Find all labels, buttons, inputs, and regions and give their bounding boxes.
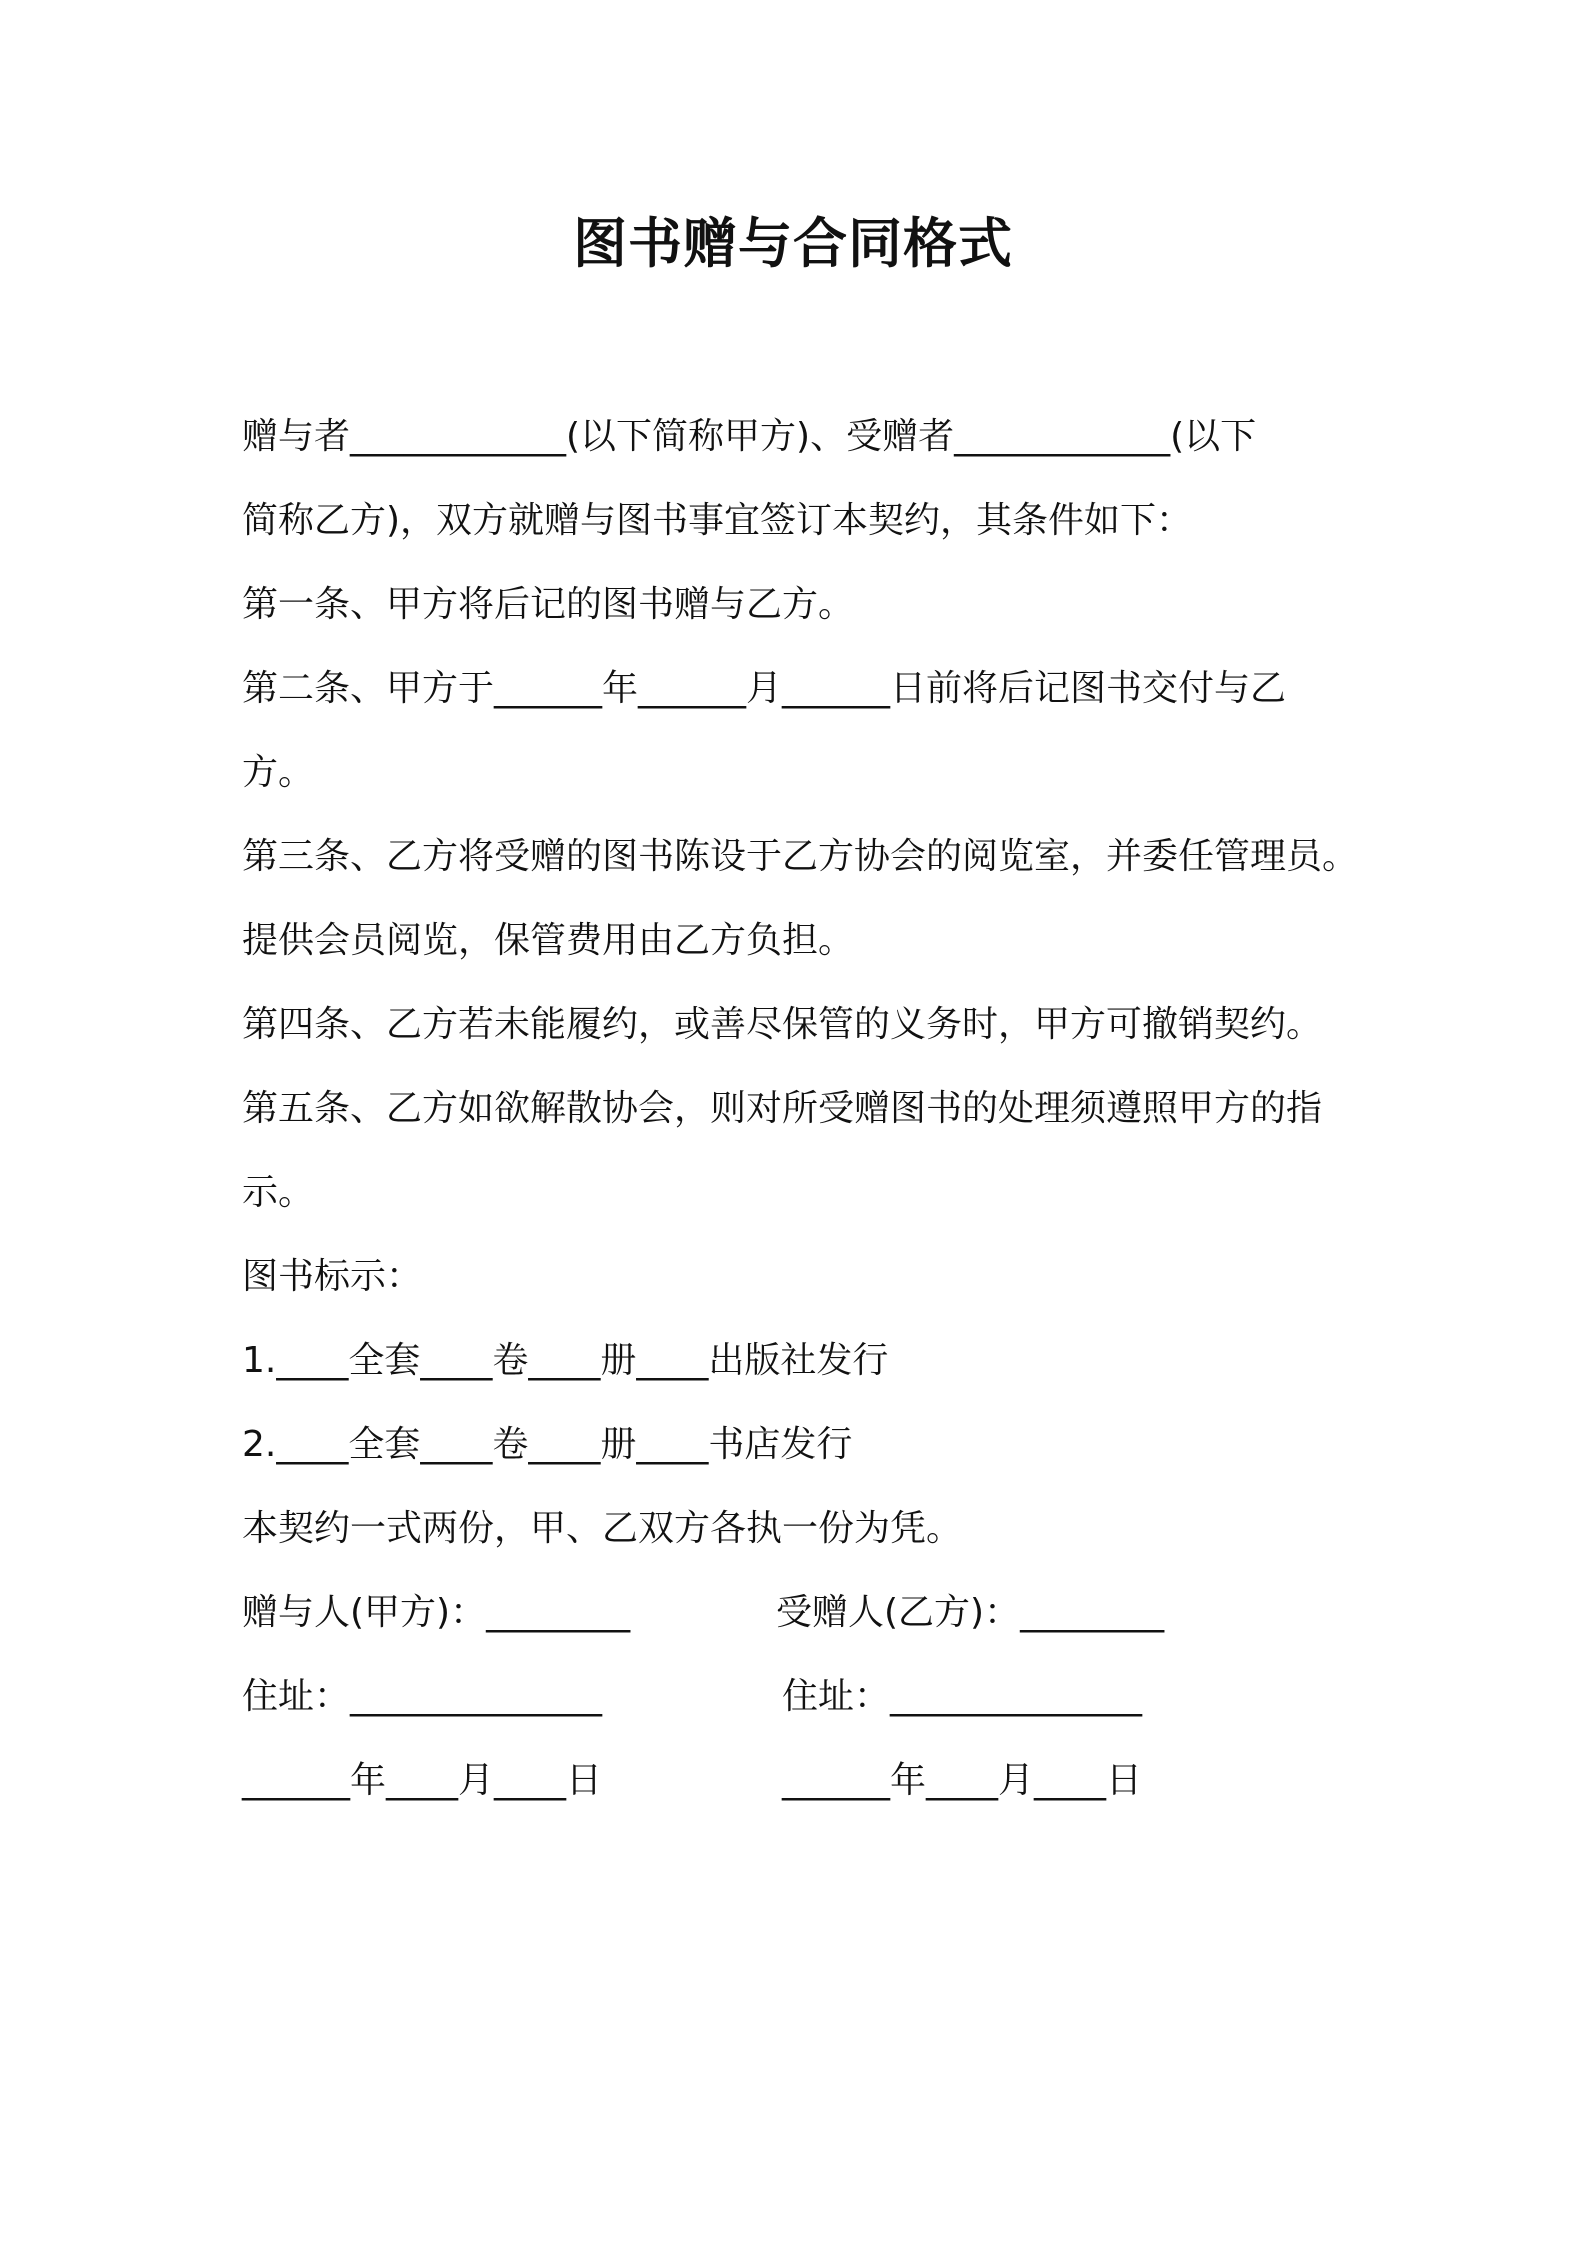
paragraph-line: 图书标示： (242, 1256, 423, 1297)
donor-signature: 赠与人(甲方)：________ (242, 1592, 631, 1633)
paragraph-line: 方。 (242, 752, 315, 793)
paragraph-line: 本契约一式两份，甲、乙双方各执一份为凭。 (242, 1508, 963, 1549)
donor-date: ______年____月____日 (242, 1760, 602, 1801)
paragraph-line: 赠与者____________(以下简称甲方)、受赠者____________(以下 (242, 416, 1257, 457)
donor-address: 住址：______________ (242, 1676, 603, 1717)
paragraph-line: 第三条、乙方将受赠的图书陈设于乙方协会的阅览室，并委任管理员。 (242, 836, 1359, 877)
paragraph-line: 第四条、乙方若未能履约，或善尽保管的义务时，甲方可撤销契约。 (242, 1004, 1323, 1045)
paragraph-line: 第二条、甲方于______年______月______日前将后记图书交付与乙 (242, 668, 1287, 709)
donee-signature: 受赠人(乙方)：________ (776, 1592, 1165, 1633)
paragraph-line: 简称乙方)，双方就赠与图书事宜签订本契约，其条件如下： (242, 500, 1193, 541)
donee-address: 住址：______________ (782, 1676, 1143, 1717)
paragraph-line: 1.____全套____卷____册____出版社发行 (242, 1340, 889, 1381)
paragraph-line: 2.____全套____卷____册____书店发行 (242, 1424, 853, 1465)
paragraph-line: 第一条、甲方将后记的图书赠与乙方。 (242, 584, 855, 625)
donee-date: ______年____月____日 (782, 1760, 1142, 1801)
paragraph-line: 示。 (242, 1172, 315, 1213)
document-title: 图书赠与合同格式 (573, 212, 1013, 275)
paragraph-line: 提供会员阅览，保管费用由乙方负担。 (242, 920, 855, 961)
paragraph-line: 第五条、乙方如欲解散协会，则对所受赠图书的处理须遵照甲方的指 (242, 1088, 1323, 1129)
